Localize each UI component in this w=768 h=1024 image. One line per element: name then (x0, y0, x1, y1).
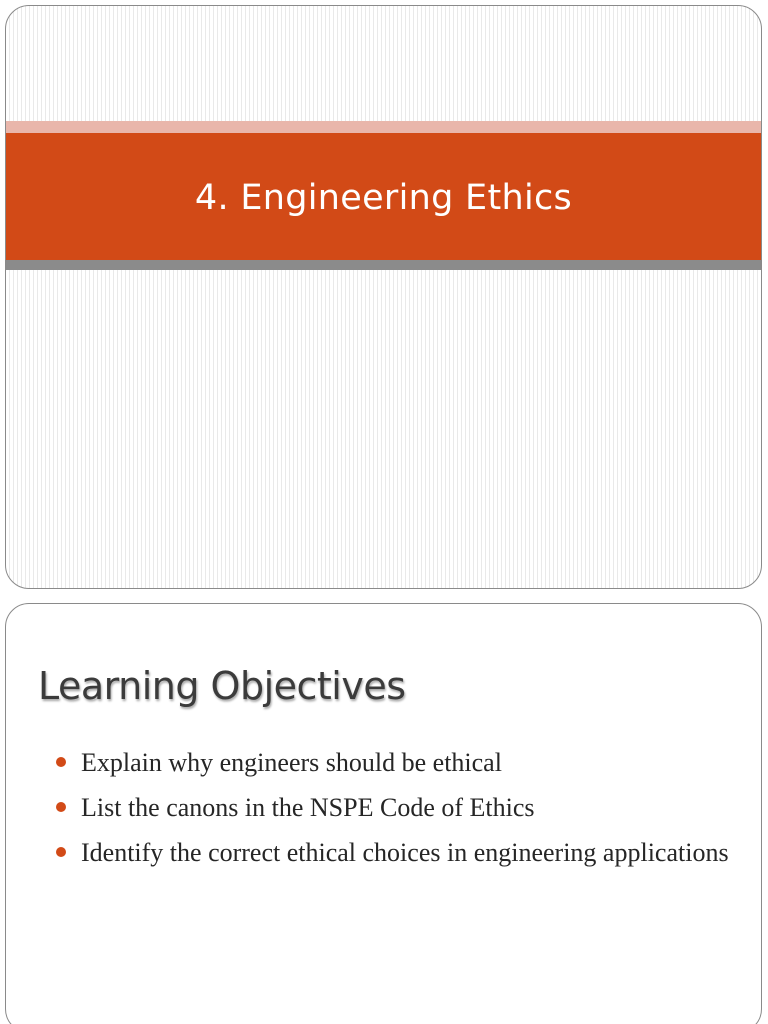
title-band-underline (6, 260, 761, 270)
slide-title: 4. Engineering Ethics (194, 177, 573, 218)
list-item (54, 789, 734, 827)
bullet-dot-icon (56, 802, 66, 812)
list-item (54, 744, 734, 782)
objectives-slide (5, 603, 762, 1024)
list-item-text: List the canons in the NSPE Code of Ethics (81, 793, 535, 822)
title-band (6, 133, 761, 260)
list-item-text: Explain why engineers should be ethical (81, 748, 502, 777)
bullet-dot-icon (56, 757, 66, 767)
objectives-list (54, 744, 734, 879)
section-heading: Learning Objectives (38, 664, 406, 708)
list-item-text: Identify the correct ethical choices in engineering applications (81, 838, 729, 867)
bullet-dot-icon (56, 847, 66, 857)
list-item (54, 834, 734, 872)
title-slide (5, 5, 762, 589)
title-band-highlight (6, 121, 761, 133)
